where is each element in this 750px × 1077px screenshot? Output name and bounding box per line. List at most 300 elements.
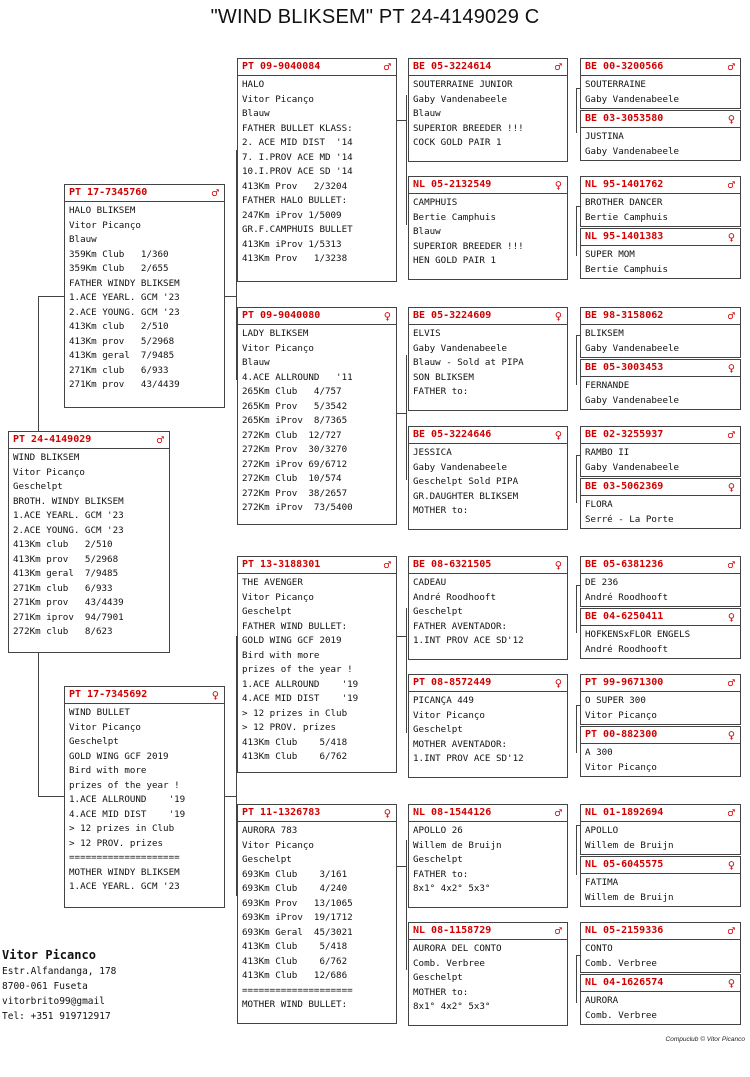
pedigree-line: 413Km Club 5/418: [242, 941, 348, 952]
pedigree-line: Geschelpt: [242, 606, 292, 617]
pedigree-line: Comb. Verbree: [585, 957, 657, 969]
gggp-card-11: [580, 674, 741, 725]
pedigree-line: Geschelpt: [242, 854, 292, 865]
connector-line: [576, 88, 577, 133]
ring-number: [581, 360, 740, 377]
pedigree-line: 413Km prov 5/2968: [13, 553, 119, 565]
pigeon-name: JESSICA: [413, 447, 452, 458]
male-symbol-icon: ♂: [727, 806, 735, 820]
pedigree-line: ====================: [69, 852, 180, 863]
female-symbol-icon: ♀: [211, 688, 219, 702]
pedigree-line: Gaby Vandenabeele: [585, 394, 680, 406]
ring-number-text: BE 02-3255937: [585, 429, 664, 440]
pigeon-name: FATIMA: [585, 877, 619, 888]
male-symbol-icon: ♂: [727, 924, 735, 938]
pigeon-name: WIND BLIKSEM: [13, 452, 80, 463]
ggp-card-2: [408, 176, 568, 280]
pedigree-line: Vitor Picanço: [69, 721, 141, 733]
gggp-card-15: [580, 922, 741, 973]
pedigree-line: 413Km Club 6/762: [242, 955, 348, 967]
gggp-card-10: [580, 608, 741, 659]
ring-number: [409, 427, 567, 444]
pedigree-line: 1.INT PROV ACE SD'12: [413, 753, 524, 764]
pedigree-line: André Roodhooft: [585, 643, 668, 655]
pedigree-line: Vitor Picanço: [242, 93, 314, 105]
pedigree-line: 1.ACE YEARL. GCM '23: [69, 881, 180, 892]
female-symbol-icon: ♀: [383, 806, 391, 820]
dam-sire-card: [237, 556, 397, 773]
connector-line: [576, 206, 577, 256]
female-symbol-icon: ♀: [727, 112, 735, 126]
connector-line: [576, 585, 577, 633]
pigeon-name: HALO BLIKSEM: [69, 205, 136, 216]
pedigree-line: 8x1° 4x2° 5x3°: [413, 1001, 491, 1012]
gggp-card-7: [580, 426, 741, 477]
pedigree-line: Vitor Picanço: [242, 839, 314, 851]
ggp-card-7: [408, 804, 568, 908]
pedigree-line: André Roodhooft: [413, 591, 496, 603]
male-symbol-icon: ♂: [554, 60, 562, 74]
connector-line: [576, 825, 577, 875]
ring-number-text: PT 11-1326783: [242, 807, 321, 818]
breeder-address: Estr.Alfandanga, 178: [2, 966, 117, 977]
pedigree-line: Vitor Picanço: [13, 466, 85, 478]
ring-number: [9, 432, 169, 449]
pigeon-name: FERNANDE: [585, 380, 630, 391]
connector-line: [406, 95, 407, 225]
pedigree-line: GOLD WING GCF 2019: [242, 635, 342, 646]
pedigree-line: 359Km Club 1/360: [69, 248, 169, 260]
pedigree-line: 4.ACE ALLROUND '11: [242, 371, 353, 383]
pedigree-line: 1.ACE ALLROUND '19: [69, 794, 186, 805]
ring-number-text: BE 05-3224609: [413, 310, 492, 321]
pedigree-line: 272Km iProv 69/6712: [242, 458, 348, 470]
female-symbol-icon: ♀: [554, 178, 562, 192]
pedigree-line: ====================: [242, 984, 353, 996]
ring-number: [581, 727, 740, 744]
pigeon-name: WIND BULLET: [69, 707, 130, 718]
pedigree-line: GR.DAUGHTER BLIKSEM: [413, 490, 519, 502]
pedigree-line: Comb. Verbree: [413, 957, 485, 969]
female-symbol-icon: ♀: [554, 428, 562, 442]
pedigree-line: Blauw: [242, 357, 270, 368]
pedigree-line: prizes of the year !: [242, 664, 353, 675]
ring-number: [581, 975, 740, 992]
ring-number-text: BE 05-3003453: [585, 362, 664, 373]
pedigree-line: 272Km Club 10/574: [242, 473, 342, 484]
pedigree-line: Bertie Camphuis: [413, 211, 496, 223]
pedigree-line: Geschelpt: [13, 481, 63, 492]
pedigree-line: SUPERIOR BREEDER !!!: [413, 240, 524, 252]
pedigree-line: MOTHER WIND BULLET:: [242, 999, 348, 1010]
breeder-name: Vitor Picanco: [2, 948, 96, 962]
pedigree-line: Geschelpt Sold PIPA: [413, 476, 519, 487]
ring-number: [581, 609, 740, 626]
ring-number: [581, 923, 740, 940]
pigeon-name: PICANÇA 449: [413, 695, 474, 706]
male-symbol-icon: ♂: [727, 309, 735, 323]
pedigree-line: Bertie Camphuis: [585, 211, 668, 223]
gggp-card-5: [580, 307, 741, 358]
sire-dam-card: [237, 307, 397, 525]
sire-card: [64, 184, 225, 408]
ggp-card-6: [408, 674, 568, 778]
pigeon-name: SOUTERRAINE: [585, 79, 646, 90]
pigeon-name: CONTO: [585, 943, 613, 954]
gggp-card-12: [580, 726, 741, 777]
male-symbol-icon: ♂: [156, 433, 164, 447]
ring-number-text: NL 04-1626574: [585, 977, 664, 988]
pedigree-line: Gaby Vandenabeele: [585, 342, 680, 354]
ring-number-text: BE 05-6381236: [585, 559, 664, 570]
pedigree-line: 413Km club 2/510: [69, 321, 169, 332]
pedigree-line: HEN GOLD PAIR 1: [413, 255, 496, 266]
pedigree-line: 413Km prov 5/2968: [69, 335, 175, 347]
pedigree-line: > 12 PROV. prizes: [69, 837, 164, 849]
gggp-card-9: [580, 556, 741, 607]
ring-number: [409, 923, 567, 940]
pedigree-line: Bird with more: [242, 649, 320, 661]
pigeon-name: DE 236: [585, 577, 619, 588]
pedigree-line: Geschelpt: [413, 724, 463, 735]
ring-number: [238, 557, 396, 574]
pedigree-line: 2.ACE YOUNG. GCM '23: [13, 524, 124, 536]
ring-number: [581, 557, 740, 574]
ring-number-text: NL 95-1401762: [585, 179, 664, 190]
pedigree-line: Blauw: [413, 108, 441, 119]
pedigree-line: 413Km club 2/510: [13, 539, 113, 550]
pedigree-line: 272Km Prov 38/2657: [242, 487, 348, 499]
pedigree-line: 271Km iprov 94/7901: [13, 611, 124, 623]
ring-number-text: PT 99-9671300: [585, 677, 664, 688]
ring-number: [581, 308, 740, 325]
pedigree-line: Serré - La Porte: [585, 513, 674, 525]
pedigree-line: FATHER to:: [413, 386, 469, 397]
pedigree-line: 271Km prov 43/4439: [13, 597, 124, 608]
ring-number-text: NL 05-2159336: [585, 925, 664, 936]
pedigree-line: 272Km club 8/623: [13, 626, 113, 637]
pedigree-line: MOTHER AVENTADOR:: [413, 738, 508, 750]
connector-line: [38, 296, 39, 431]
male-symbol-icon: ♂: [727, 676, 735, 690]
pigeon-name: BROTHER DANCER: [585, 197, 663, 208]
pigeon-name: O SUPER 300: [585, 695, 646, 706]
ggp-card-1: [408, 58, 568, 162]
pedigree-line: Comb. Verbree: [585, 1009, 657, 1021]
pedigree-line: 8x1° 4x2° 5x3°: [413, 883, 491, 894]
female-symbol-icon: ♀: [727, 230, 735, 244]
connector-line: [576, 335, 577, 385]
breeder-phone: Tel: +351 919712917: [2, 1011, 111, 1022]
ring-number: [238, 805, 396, 822]
pedigree-line: 265Km Prov 5/3542: [242, 400, 348, 412]
pedigree-line: 413Km iProv 1/5313: [242, 238, 342, 250]
pedigree-line: 413Km Prov 2/3204: [242, 180, 348, 192]
ggp-card-5: [408, 556, 568, 660]
ring-number-text: NL 05-6045575: [585, 859, 664, 870]
female-symbol-icon: ♀: [727, 728, 735, 742]
pedigree-line: 272Km Club 12/727: [242, 429, 342, 441]
ring-number: [409, 675, 567, 692]
ring-number: [409, 177, 567, 194]
gggp-card-8: [580, 478, 741, 529]
pedigree-line: Blauw - Sold at PIPA: [413, 357, 524, 368]
pedigree-line: Gaby Vandenabeele: [585, 461, 680, 473]
pigeon-name: RAMBO II: [585, 447, 630, 458]
ring-number-text: BE 04-6250411: [585, 611, 664, 622]
connector-line: [576, 455, 577, 503]
connector-line: [38, 296, 65, 297]
ring-number-text: PT 17-7345760: [69, 187, 148, 198]
pedigree-line: Vitor Picanço: [242, 591, 314, 603]
pedigree-line: Vitor Picanço: [413, 709, 485, 721]
pedigree-line: GOLD WING GCF 2019: [69, 750, 169, 762]
pigeon-name: APOLLO 26: [413, 825, 463, 836]
ring-number-text: NL 01-1892694: [585, 807, 664, 818]
pedigree-title: "WIND BLIKSEM" PT 24-4149029 C: [210, 6, 540, 28]
breeder-info: [2, 946, 116, 1024]
pedigree-line: > 12 PROV. prizes: [242, 722, 337, 733]
software-credit: Compuclub © Vitor Picanco: [665, 1036, 745, 1043]
pedigree-line: Gaby Vandenabeele: [413, 93, 508, 105]
ring-number-text: PT 09-9040084: [242, 61, 321, 72]
connector-line: [576, 705, 577, 753]
pedigree-line: GR.F.CAMPHUIS BULLET: [242, 224, 353, 235]
gggp-card-6: [580, 359, 741, 410]
pedigree-line: > 12 prizes in Club: [242, 707, 348, 719]
pedigree-line: Blauw: [69, 234, 97, 245]
pedigree-line: FATHER WIND BULLET:: [242, 620, 348, 632]
breeder-postcode: 8700-061 Fuseta: [2, 981, 88, 992]
female-symbol-icon: ♀: [727, 610, 735, 624]
male-symbol-icon: ♂: [211, 186, 219, 200]
pedigree-line: Willem de Bruijn: [585, 839, 674, 851]
pigeon-name: ELVIS: [413, 328, 441, 339]
ring-number-text: NL 08-1544126: [413, 807, 492, 818]
pedigree-line: FATHER BULLET KLASS:: [242, 122, 353, 134]
pedigree-line: > 12 prizes in Club: [69, 823, 175, 834]
ring-number: [581, 857, 740, 874]
ring-number: [581, 675, 740, 692]
sire-sire-card: [237, 58, 397, 282]
female-symbol-icon: ♀: [383, 309, 391, 323]
dam-card: [64, 686, 225, 908]
ring-number-text: BE 05-3224614: [413, 61, 492, 72]
ring-number-text: PT 08-8572449: [413, 677, 492, 688]
pedigree-line: Willem de Bruijn: [413, 839, 502, 851]
pedigree-line: Gaby Vandenabeele: [413, 342, 508, 354]
pedigree-line: Geschelpt: [413, 972, 463, 983]
ring-number: [581, 59, 740, 76]
pedigree-line: 1.ACE YEARL. GCM '23: [13, 510, 124, 521]
pedigree-line: Bertie Camphuis: [585, 263, 668, 275]
ring-number-text: PT 24-4149029: [13, 434, 92, 445]
pedigree-line: 693Km Prov 13/1065: [242, 897, 353, 909]
pedigree-line: Geschelpt: [413, 854, 463, 865]
pedigree-line: FATHER to:: [413, 868, 469, 880]
pedigree-line: BROTH. WINDY BLIKSEM: [13, 495, 124, 507]
pigeon-name: FLORA: [585, 499, 613, 510]
connector-line: [406, 355, 407, 480]
pedigree-line: Gaby Vandenabeele: [585, 145, 680, 157]
ring-number: [409, 59, 567, 76]
ring-number: [581, 229, 740, 246]
pedigree-line: Willem de Bruijn: [585, 891, 674, 903]
pedigree-line: 413Km Club 12/686: [242, 970, 348, 981]
ring-number: [581, 111, 740, 128]
pedigree-line: 10.I.PROV ACE SD '14: [242, 166, 353, 177]
ggp-card-8: [408, 922, 568, 1026]
pedigree-line: Geschelpt: [413, 606, 463, 617]
pigeon-name: CADEAU: [413, 577, 447, 588]
pedigree-line: SON BLIKSEM: [413, 371, 474, 383]
pigeon-name: AURORA DEL CONTO: [413, 943, 502, 954]
ring-number: [581, 805, 740, 822]
pedigree-line: FATHER WINDY BLIKSEM: [69, 277, 180, 289]
ring-number-text: BE 98-3158062: [585, 310, 664, 321]
ring-number: [581, 177, 740, 194]
pedigree-line: 1.ACE ALLROUND '19: [242, 678, 359, 690]
pedigree-line: 265Km Club 4/757: [242, 386, 342, 397]
pedigree-line: MOTHER WINDY BLIKSEM: [69, 866, 180, 878]
female-symbol-icon: ♀: [727, 480, 735, 494]
connector-line: [406, 840, 407, 970]
pedigree-line: 693Km iProv 19/1712: [242, 912, 353, 923]
pedigree-line: SUPERIOR BREEDER !!!: [413, 122, 524, 134]
ring-number: [238, 308, 396, 325]
pedigree-line: 693Km Geral 45/3021: [242, 926, 353, 938]
pedigree-line: FATHER HALO BULLET:: [242, 195, 348, 206]
ring-number-text: PT 17-7345692: [69, 689, 148, 700]
pedigree-line: 272Km iProv 73/5400: [242, 502, 353, 513]
pigeon-name: THE AVENGER: [242, 577, 303, 588]
pedigree-line: Geschelpt: [69, 736, 119, 747]
pigeon-name: APOLLO: [585, 825, 619, 836]
connector-line: [38, 796, 65, 797]
pedigree-line: Gaby Vandenabeele: [585, 93, 680, 105]
pigeon-name: BLIKSEM: [585, 328, 624, 339]
subject-pigeon-card: [8, 431, 170, 653]
pigeon-name: AURORA 783: [242, 825, 298, 836]
pedigree-line: 4.ACE MID DIST '19: [242, 693, 359, 704]
pedigree-line: 2. ACE MID DIST '14: [242, 137, 353, 148]
pedigree-line: 1.INT PROV ACE SD'12: [413, 635, 524, 646]
pedigree-line: 693Km Club 3/161: [242, 868, 348, 880]
female-symbol-icon: ♀: [554, 309, 562, 323]
pigeon-name: LADY BLIKSEM: [242, 328, 309, 339]
pedigree-line: 7. I.PROV ACE MD '14: [242, 151, 353, 163]
pigeon-name: JUSTINA: [585, 131, 624, 142]
ring-number-text: PT 13-3188301: [242, 559, 321, 570]
gggp-card-13: [580, 804, 741, 855]
ring-number-text: PT 09-9040080: [242, 310, 321, 321]
breeder-email: vitorbrito99@gmail: [2, 996, 105, 1007]
pigeon-name: AURORA: [585, 995, 619, 1006]
gggp-card-3: [580, 176, 741, 227]
ring-number-text: BE 03-5062369: [585, 481, 664, 492]
connector-line: [38, 653, 39, 796]
male-symbol-icon: ♂: [727, 60, 735, 74]
pedigree-line: MOTHER to:: [413, 986, 469, 998]
ring-number-text: BE 08-6321505: [413, 559, 492, 570]
pedigree-line: 272Km Prov 30/3270: [242, 444, 348, 455]
female-symbol-icon: ♀: [727, 361, 735, 375]
pedigree-line: 2.ACE YOUNG. GCM '23: [69, 306, 180, 318]
ring-number-text: BE 03-3053580: [585, 113, 664, 124]
ring-number: [409, 805, 567, 822]
pedigree-line: 265Km iProv 8/7365: [242, 415, 348, 426]
pedigree-line: Blauw: [413, 226, 441, 237]
female-symbol-icon: ♀: [727, 976, 735, 990]
ring-number: [238, 59, 396, 76]
pedigree-line: FATHER AVENTADOR:: [413, 620, 508, 632]
female-symbol-icon: ♀: [727, 858, 735, 872]
pigeon-name: HALO: [242, 79, 265, 90]
pedigree-line: MOTHER to:: [413, 505, 469, 516]
pedigree-line: 271Km prov 43/4439: [69, 379, 180, 390]
ring-number-text: PT 00-882300: [585, 729, 658, 740]
male-symbol-icon: ♂: [727, 428, 735, 442]
ring-number: [65, 687, 224, 704]
pedigree-line: 359Km Club 2/655: [69, 263, 169, 274]
pedigree-line: 693Km Club 4/240: [242, 883, 348, 894]
male-symbol-icon: ♂: [383, 60, 391, 74]
pedigree-line: 4.ACE MID DIST '19: [69, 808, 186, 820]
ring-number-text: NL 08-1158729: [413, 925, 492, 936]
male-symbol-icon: ♂: [727, 558, 735, 572]
ring-number-text: BE 00-3200566: [585, 61, 664, 72]
pigeon-name: A 300: [585, 747, 613, 758]
pedigree-line: Vitor Picanço: [242, 342, 314, 354]
ring-number: [409, 308, 567, 325]
pedigree-line: André Roodhooft: [585, 591, 668, 603]
pedigree-line: COCK GOLD PAIR 1: [413, 137, 502, 148]
male-symbol-icon: ♂: [383, 558, 391, 572]
ring-number: [581, 427, 740, 444]
gggp-card-14: [580, 856, 741, 907]
ring-number-text: NL 95-1401383: [585, 231, 664, 242]
female-symbol-icon: ♀: [554, 676, 562, 690]
pedigree-line: 413Km geral 7/9485: [69, 350, 175, 361]
pigeon-name: HOFKENSxFLOR ENGELS: [585, 629, 691, 640]
pigeon-name: SOUTERRAINE JUNIOR: [413, 79, 513, 90]
male-symbol-icon: ♂: [554, 806, 562, 820]
pedigree-line: 247Km iProv 1/5009: [242, 209, 342, 221]
pedigree-line: 413Km geral 7/9485: [13, 568, 119, 579]
ring-number-text: NL 05-2132549: [413, 179, 492, 190]
ring-number: [581, 479, 740, 496]
pedigree-line: 413Km Club 6/762: [242, 751, 348, 762]
ggp-card-4: [408, 426, 568, 530]
pedigree-line: 413Km Club 5/418: [242, 736, 348, 748]
pedigree-line: Vitor Picanço: [585, 761, 657, 773]
connector-line: [406, 608, 407, 733]
pedigree-line: Vitor Picanço: [585, 709, 657, 721]
pigeon-name: SUPER MOM: [585, 249, 635, 260]
ring-number: [65, 185, 224, 202]
pedigree-line: Vitor Picanço: [69, 219, 141, 231]
male-symbol-icon: ♂: [727, 178, 735, 192]
ggp-card-3: [408, 307, 568, 411]
pedigree-line: 413Km Prov 1/3238: [242, 253, 348, 264]
ring-number-text: BE 05-3224646: [413, 429, 492, 440]
female-symbol-icon: ♀: [554, 558, 562, 572]
ring-number: [409, 557, 567, 574]
male-symbol-icon: ♂: [554, 924, 562, 938]
gggp-card-16: [580, 974, 741, 1025]
pedigree-line: Bird with more: [69, 765, 147, 776]
gggp-card-2: [580, 110, 741, 161]
